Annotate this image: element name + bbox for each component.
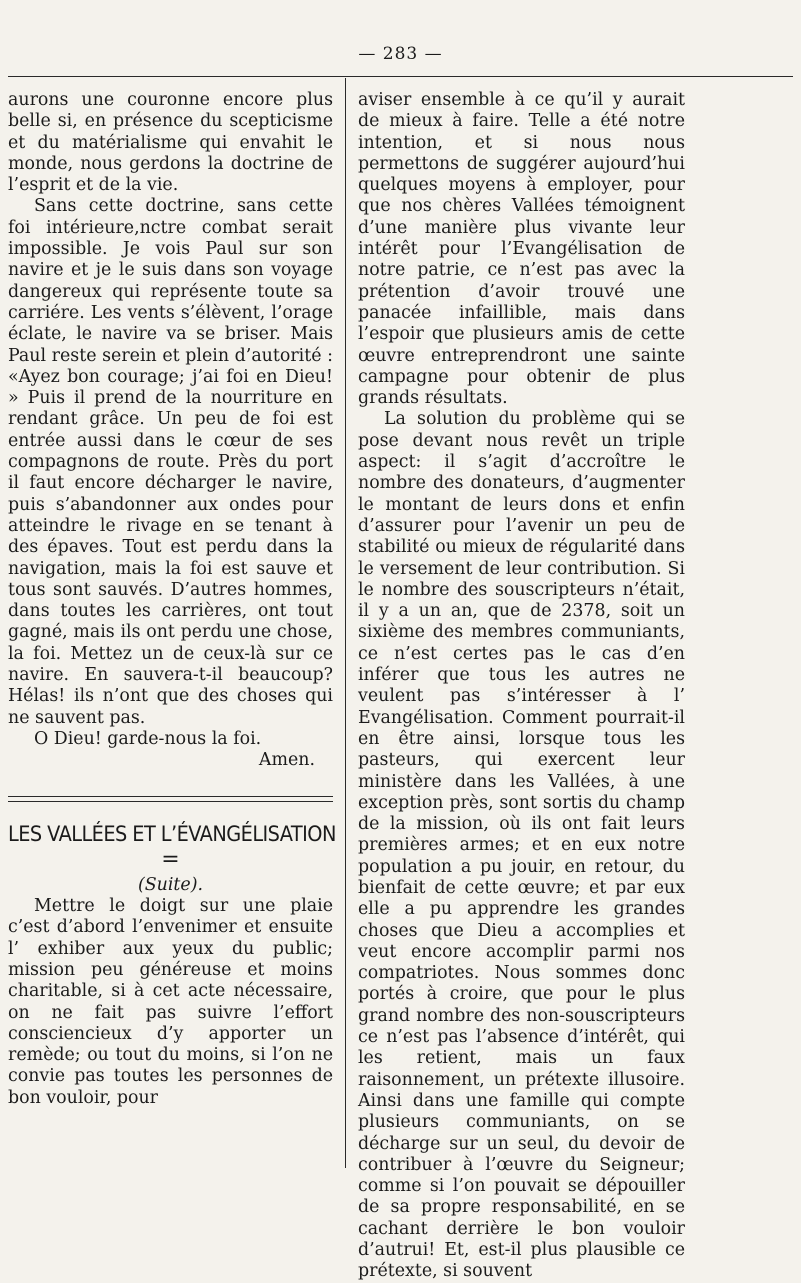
paragraph: Mettre le doigt sur une plaie c’est d’abord l’envenimer et ensuite l’ exhiber aux yeux du public; mission peu généreuse et moins charitable, si à cet acte nécessaire, on ne fait pas suivre l’effort consciencieux d’y apporter un remède; ou tout du moins, si l’on ne convie pas toutes les personnes de bon vouloir, pour [8, 896, 333, 1108]
section-divider [8, 796, 333, 802]
paragraph: aviser ensemble à ce qu’il y aurait de mieux à faire. Telle a été notre intention, et si nous nous permettons de suggérer aujourd’hui quelques moyens à employer, pour que nos chères Vallées témoignent d’une manière plus vivante leur intérêt pour l’Evangélisation de notre patrie, ce n’est pas avec la prétention d’avoir trouvé une panacée infaillible, mais dans l’espoir que plusieurs amis de cette œuvre entreprendront une sainte campagne pour obtenir de plus grands résultats. [358, 90, 685, 409]
paragraph: La solution du problème qui se pose devant nous revêt un triple aspect: il s’agit d’accroître le nombre des donateurs, d’augmenter le montant de leurs dons et enfin d’assurer pour l’avenir un peu de stabilité ou mieux de régularité dans le versement de leur contribution. Si le nombre des souscripteurs n’était, il y a un an, que de 2378, soit un sixième des membres communiants, ce n’est certes pas le cas d’en inférer que tous les autres ne veulent pas s’intéresser à l’ Evangélisation. Comment pourrait-il en être ainsi, lorsque tous les pasteurs, qui exercent leur ministère dans les Vallées, à une exception près, sont sortis du champ de la mission, où ils ont fait leurs premières armes; et en eux notre population a pu jouir, en retour, du bienfait de cette œuvre; et par eux elle a pu apprendre les grandes choses que Dieu a accomplies et veut encore accomplir parmi nos compatriotes. Nous sommes donc portés à croire, que pour le plus grand nombre des non-souscripteurs ce n’est pas l’absence d’intérêt, qui les retient, mais un faux raisonnement, un prétexte illusoire. Ainsi dans une famille qui compte plusieurs communiants, on se décharge sur un seul, du devoir de contribuer à l’œuvre du Seigneur; comme si l’on pouvait se dépouiller de sa propre responsabilité, en se cachant derrière le bon vouloir d’autrui! Et, est-il plus plausible ce prétexte, si souvent [358, 409, 685, 1282]
column-divider [345, 78, 346, 1168]
ornament: = [161, 846, 180, 872]
section-subtitle: (Suite). [137, 874, 204, 895]
left-column [8, 90, 336, 1109]
paragraph: Sans cette doctrine, sans cette foi intérieure,nctre combat serait impossible. Je vois Paul sur son navire et je le suis dans son voyage dangereux qui représente toute sa carriére. Les vents s’élèvent, l’orage éclate, le navire va se briser. Mais Paul reste serein et plein d’autorité : «Ayez bon courage; j’ai foi en Dieu! » Puis il prend de la nourriture en rendant grâce. Un peu de foi est entrée aussi dans le cœur de ses compagnons de route. Près du port il faut encore décharger le navire, puis s’abandonner aux ondes pour atteindre le rivage en se tenant à des épaves. Tout est perdu dans la navigation, mais la foi est sauve et tous sont sauvés. D’autres hommes, dans toutes les carrières, ont tout gagné, mais ils ont perdu une chose, la foi. Mettez un de ceux-là sur ce navire. En sauvera-t-il beaucoup? Hélas! ils n’ont que des choses qui ne sauvent pas. [8, 196, 333, 728]
page-number: — 283 — [358, 44, 443, 64]
right-column [358, 90, 685, 1283]
paragraph: O Dieu! garde-nous la foi. [34, 728, 262, 749]
signature: Amen. [258, 750, 315, 771]
section-title: LES VALLÉES ET L’ÉVANGÉLISATION [8, 821, 336, 846]
header-rule [8, 76, 793, 77]
paragraph: aurons une couronne encore plus belle si, en présence du scepticisme et du matérialisme qui envahit le monde, nous gerdons la doctrine de l’esprit et de la vie. [8, 90, 333, 196]
